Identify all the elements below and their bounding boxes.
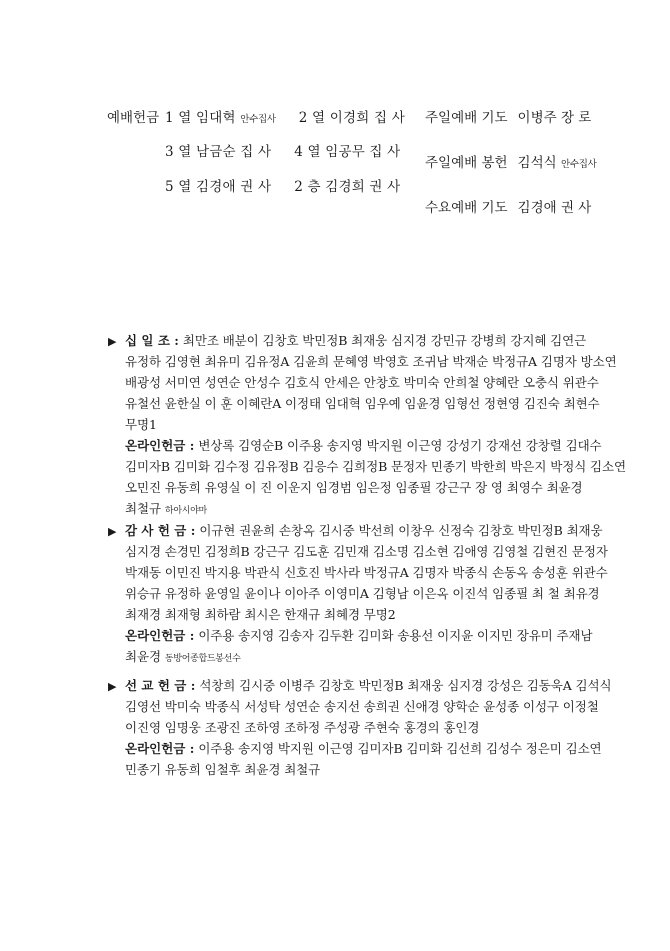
thanksgiving-section — [108, 520, 608, 667]
prayer-3-label: 수요예배 기도 — [425, 200, 508, 216]
prayer-3-name: 김경애 권 사 — [517, 200, 592, 216]
duty-2-left: 3 열 남금순 집 사 — [165, 144, 272, 160]
name-row: 위승규 유정하 윤영일 윤이나 이아주 이영미A 김형남 이은옥 이진석 임종필 최 철 최유경 — [125, 586, 600, 601]
name-row: 석창희 김시중 이병주 김창호 박민정B 최재웅 심지경 강성은 김동욱A 김석식 — [199, 678, 612, 693]
section-heading: 선 교 헌 금 : — [125, 678, 196, 693]
section-heading: 감 사 헌 금 : — [125, 523, 196, 538]
online-heading: 온라인헌금 : — [125, 741, 195, 756]
prayer-2-label: 주일예배 봉헌 — [425, 155, 508, 171]
duty-1-left-title: 안수집사 — [240, 114, 276, 125]
name-row: 김영선 박미숙 박종식 서성탁 성연순 송지선 송희권 신애경 양학순 윤성종 이성구 이정철 — [125, 699, 599, 714]
offering-duty-label: 예배헌금 — [107, 110, 160, 126]
duty-2-right: 4 열 임공무 집 사 — [294, 144, 401, 160]
duty-line-1 — [165, 106, 405, 126]
prayer-line-2 — [425, 151, 596, 171]
triangle-right-icon: ▶ — [108, 680, 117, 693]
prayer-1-name: 이병주 장 로 — [517, 110, 592, 126]
prayer-line-3 — [425, 196, 591, 216]
name-row: 유철선 윤한실 이 훈 이혜란A 이정태 임대혁 임우예 임윤경 임형선 정현영 김진숙 최현수 — [125, 396, 600, 411]
list-item — [108, 498, 568, 519]
duty-3-right: 2 층 김경희 권 사 — [294, 179, 401, 195]
list-item — [108, 330, 587, 351]
duty-1-left: 1 열 임대혁 — [165, 110, 236, 126]
online-heading: 온라인헌금 : — [125, 628, 195, 643]
name-row: 배광성 서미연 성연순 안성수 김호식 안세은 안창호 박미숙 안희철 양혜란 오충식 위관수 — [125, 375, 599, 390]
duty-3-left: 5 열 김경애 권 사 — [165, 179, 272, 195]
prayer-line-1 — [425, 106, 591, 126]
name-row: 심지경 손경민 김정희B 강근구 김도훈 김민재 김소명 김소현 김애영 김영철 김현진 문정자 — [125, 544, 608, 559]
list-item — [108, 435, 602, 456]
triangle-right-icon: ▶ — [108, 335, 117, 348]
list-item — [108, 738, 602, 759]
name-row-tail: 동방어종합드봉선수 — [164, 654, 241, 664]
name-row: 무명1 — [125, 417, 157, 432]
name-row: 오민진 유동희 유영실 이 진 이운지 임경범 임은정 임종필 강근구 장 영 최영수 최윤경 — [125, 480, 583, 495]
name-row: 이진영 임명웅 조광진 조하영 조하정 주성광 주현숙 홍경의 홍인경 — [125, 720, 480, 735]
triangle-right-icon: ▶ — [108, 525, 117, 538]
section-heading: 십 일 조 : — [125, 333, 179, 348]
duty-1-right: 2 열 이경희 집 사 — [298, 110, 405, 126]
name-row: 이규현 권윤희 손창옥 김시중 박선희 이창우 신정숙 김창호 박민정B 최재웅 — [199, 523, 603, 538]
name-row-tail: 하아시야마 — [164, 506, 207, 516]
prayer-2-title: 안수집사 — [560, 159, 597, 170]
list-item — [108, 520, 603, 541]
missions-section — [108, 675, 612, 780]
list-item — [108, 675, 612, 696]
prayer-2-name: 김석식 — [517, 155, 557, 171]
name-row: 이주용 송지영 박지원 이근영 김미자B 김미화 김선희 김성수 정은미 김소연 — [198, 741, 602, 756]
name-row: 최철규 — [125, 501, 161, 516]
duty-line-2 — [165, 140, 400, 160]
online-heading: 온라인헌금 : — [125, 438, 195, 453]
name-row: 최만조 배분이 김창호 박민정B 최재웅 심지경 강민규 강병희 강지혜 김연근 — [182, 333, 587, 348]
name-row: 최윤경 — [125, 649, 161, 664]
prayer-1-label: 주일예배 기도 — [425, 110, 508, 126]
name-row: 박재동 이민진 박지용 박관식 신호진 박사라 박정규A 김명자 박종식 손동옥 송성훈 위관수 — [125, 565, 608, 580]
name-row: 최재경 최재형 최하람 최시은 한재규 최혜경 무명2 — [125, 607, 396, 622]
name-row: 민종기 유동희 임철후 최윤경 최철규 — [125, 762, 321, 777]
list-item — [108, 625, 593, 646]
name-row: 변상록 김영순B 이주용 송지영 박지원 이근영 강성기 강재선 강창렬 김대수 — [198, 438, 602, 453]
tithe-section — [108, 330, 626, 519]
name-row: 이주용 송지영 김송자 김두환 김미화 송용선 이지윤 이지민 장유미 주재남 — [198, 628, 593, 643]
list-item — [108, 646, 568, 667]
name-row: 김미자B 김미화 김수정 김유정B 김응수 김희정B 문정자 민종기 박한희 박은지 박정식 김소연 — [125, 459, 626, 474]
duty-line-3 — [165, 175, 400, 195]
name-row: 유정하 김영현 최유미 김유정A 김윤희 문혜영 박영호 조귀남 박재순 박정규A 김명자 방소연 — [125, 354, 617, 369]
